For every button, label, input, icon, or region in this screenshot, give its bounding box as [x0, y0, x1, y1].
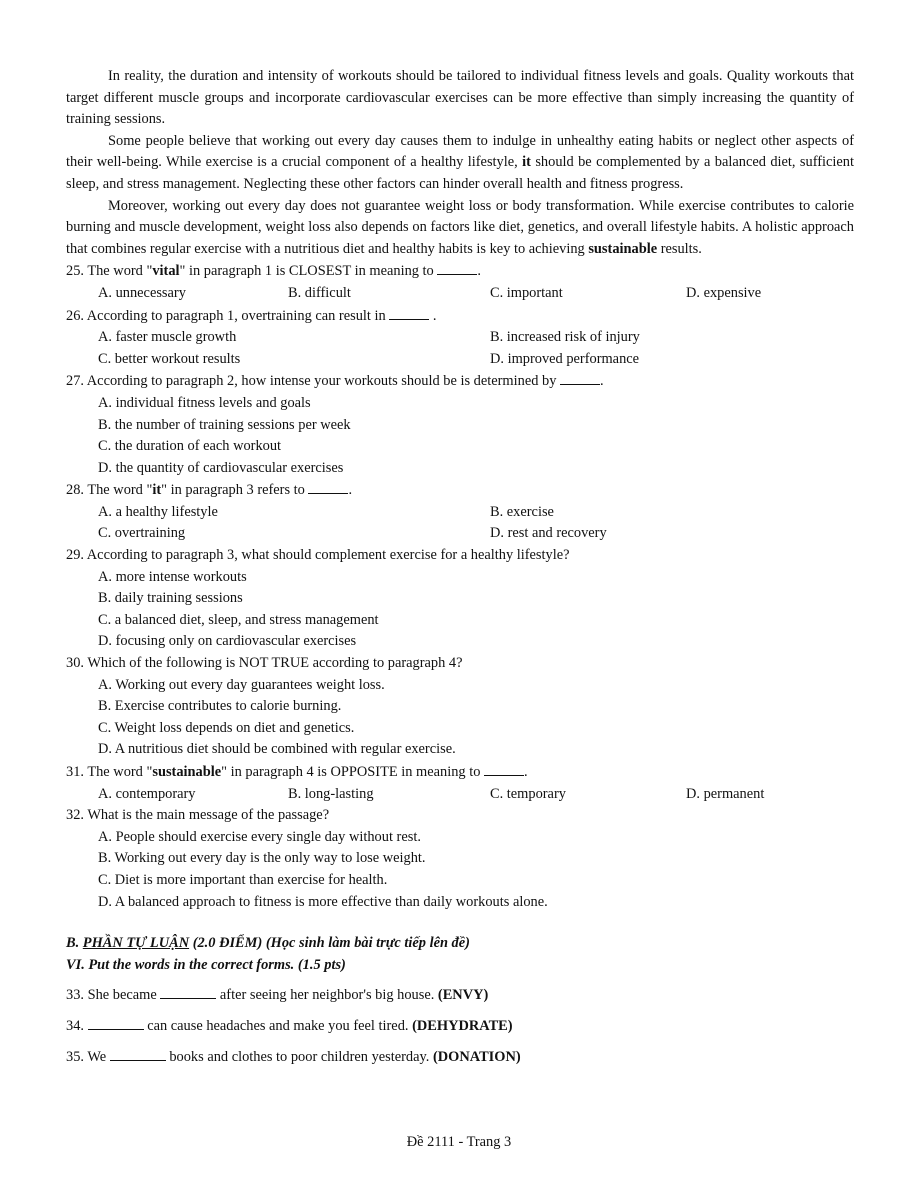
paragraph-text: should be complemented by a balanced diet, sufficient sleep, and stress management. Neglecting these other factors can hinder overall health and fitness progress.: [66, 154, 854, 192]
option-c: C. better workout results: [98, 350, 241, 367]
question-25: [66, 260, 854, 283]
option-c: C. overtraining: [98, 525, 186, 542]
paragraph-text: Moreover, working out every day does not guarantee weight loss or body transformation. While exercise contributes to calorie burning and muscle development, weight loss also depends on factors like diet, genetics, and overall lifestyle habits. A holistic approach that combines regular exercise with a nutritious diet and healthy habits is key to achieving: [66, 197, 854, 257]
option-c: C. Diet is more important than exercise for health.: [98, 871, 388, 888]
option-a: A. individual fitness levels and goals: [98, 394, 311, 411]
option-a: A. more intense workouts: [98, 568, 247, 585]
question-text: 27. According to paragraph 2, how intense your workouts should be is determined by: [66, 373, 560, 390]
option-b: B. Exercise contributes to calorie burning.: [98, 698, 342, 715]
option-a: A. People should exercise every single day without rest.: [98, 828, 421, 845]
option-d: D. permanent: [686, 785, 765, 802]
question-text: 34.: [66, 1017, 88, 1034]
options-26-row-2: [66, 349, 854, 371]
option-b: B. difficult: [288, 284, 351, 301]
option-d: D. the quantity of cardiovascular exercises: [98, 459, 344, 476]
question-text: .: [524, 764, 528, 780]
question-text: .: [348, 482, 353, 499]
option-b: B. long-lasting: [288, 785, 374, 802]
options-26-row-1: [66, 327, 854, 349]
options-31: [66, 784, 854, 806]
option-c: C. a balanced diet, sleep, and stress management: [98, 611, 379, 628]
paragraph-text: In reality, the duration and intensity of workouts should be tailored to individual fitness levels and goals. Quality workouts that target different muscle groups and incorporate cardiovascular exercises can be more effective than simply increasing the quantity of training sessions.: [66, 68, 854, 128]
option-d: D. rest and recovery: [490, 525, 607, 542]
option-a: A. a healthy lifestyle: [98, 503, 218, 520]
question-33: [66, 984, 854, 1007]
section-title: PHẦN TỰ LUẬN: [82, 935, 190, 952]
section-vi-heading: VI. Put the words in the correct forms. (1.5 pts): [66, 956, 346, 973]
bold-word: sustainable: [588, 240, 658, 257]
option-d: D. expensive: [686, 284, 762, 301]
question-30: 30. Which of the following is NOT TRUE according to paragraph 4?: [66, 655, 463, 672]
passage-paragraph-3: [66, 196, 854, 261]
question-text: 31. The word ": [66, 764, 153, 780]
option-b: B. increased risk of injury: [490, 329, 640, 346]
answer-blank: [560, 370, 600, 385]
page-footer: Đề 2111 - Trang 3: [406, 1134, 512, 1150]
option-b: B. the number of training sessions per week: [98, 416, 351, 433]
option-a: A. Working out every day guarantees weight loss.: [98, 676, 385, 693]
option-c: C. the duration of each workout: [98, 438, 282, 455]
option-d: D. focusing only on cardiovascular exercises: [98, 633, 357, 650]
section-note: (2.0 ĐIỂM) (Học sinh làm bài trực tiếp lên đề): [189, 935, 470, 952]
passage-paragraph-2: [66, 131, 854, 196]
answer-blank: [389, 305, 429, 320]
bold-word: vital: [152, 263, 180, 280]
option-b: B. exercise: [490, 503, 554, 520]
question-text: 35. We: [66, 1048, 110, 1065]
section-prefix: B.: [66, 935, 83, 952]
question-35: [66, 1046, 854, 1069]
option-b: B. daily training sessions: [98, 590, 243, 607]
answer-blank: [110, 1046, 166, 1061]
bold-word: it: [522, 154, 531, 171]
section-b-heading: [66, 933, 854, 955]
paragraph-text: results.: [657, 240, 702, 257]
question-28: [66, 479, 854, 502]
option-a: A. contemporary: [98, 785, 196, 802]
passage-paragraph-1: [66, 66, 854, 131]
question-text: " in paragraph 1 is CLOSEST in meaning to: [179, 263, 438, 280]
bold-word: it: [152, 482, 162, 499]
option-d: D. improved performance: [490, 350, 640, 367]
option-a: A. unnecessary: [98, 284, 186, 301]
options-28-row-1: [66, 502, 854, 524]
question-text: " in paragraph 4 is OPPOSITE in meaning to: [221, 764, 484, 780]
root-word: (ENVY): [437, 987, 489, 1004]
question-31: [66, 761, 854, 784]
paragraph-text: Some people believe that working out every day causes them to indulge in unhealthy eating habits or neglect other aspects of their well-being. While exercise is a crucial component of a healthy lifestyle,: [66, 132, 854, 171]
question-32: 32. What is the main message of the passage?: [66, 807, 330, 824]
options-28-row-2: [66, 523, 854, 545]
option-d: D. A nutritious diet should be combined with regular exercise.: [98, 741, 456, 758]
question-29: 29. According to paragraph 3, what should complement exercise for a healthy lifestyle?: [66, 547, 570, 564]
option-c: C. important: [490, 284, 563, 301]
question-text: books and clothes to poor children yesterday.: [165, 1048, 433, 1065]
answer-blank: [437, 260, 477, 275]
option-d: D. A balanced approach to fitness is more effective than daily workouts alone.: [98, 893, 548, 910]
question-text: 28. The word ": [66, 482, 153, 499]
option-c: C. temporary: [490, 785, 566, 802]
option-a: A. faster muscle growth: [98, 329, 237, 346]
question-text: 26. According to paragraph 1, overtraining can result in: [66, 307, 390, 324]
question-text: .: [599, 373, 604, 390]
option-b: B. Working out every day is the only way to lose weight.: [98, 850, 426, 867]
answer-blank: [484, 761, 524, 776]
question-text: " in paragraph 3 refers to: [161, 482, 309, 499]
question-text: can cause headaches and make you feel tired.: [143, 1017, 413, 1034]
question-text: 25. The word ": [66, 263, 153, 280]
question-text: 33. She became: [66, 987, 161, 1004]
question-27: [66, 370, 854, 393]
question-26: [66, 305, 854, 328]
root-word: (DONATION): [432, 1048, 521, 1065]
question-text: .: [429, 307, 437, 324]
bold-word: sustainable: [152, 764, 222, 780]
answer-blank: [160, 984, 216, 999]
question-text: after seeing her neighbor's big house.: [216, 987, 438, 1004]
answer-blank: [308, 479, 348, 494]
root-word: (DEHYDRATE): [412, 1017, 513, 1034]
option-c: C. Weight loss depends on diet and genetics.: [98, 719, 355, 736]
exam-page: [66, 66, 854, 1068]
question-text: .: [477, 263, 481, 280]
options-25: [66, 283, 854, 305]
question-34: [66, 1015, 854, 1038]
answer-blank: [88, 1015, 144, 1030]
